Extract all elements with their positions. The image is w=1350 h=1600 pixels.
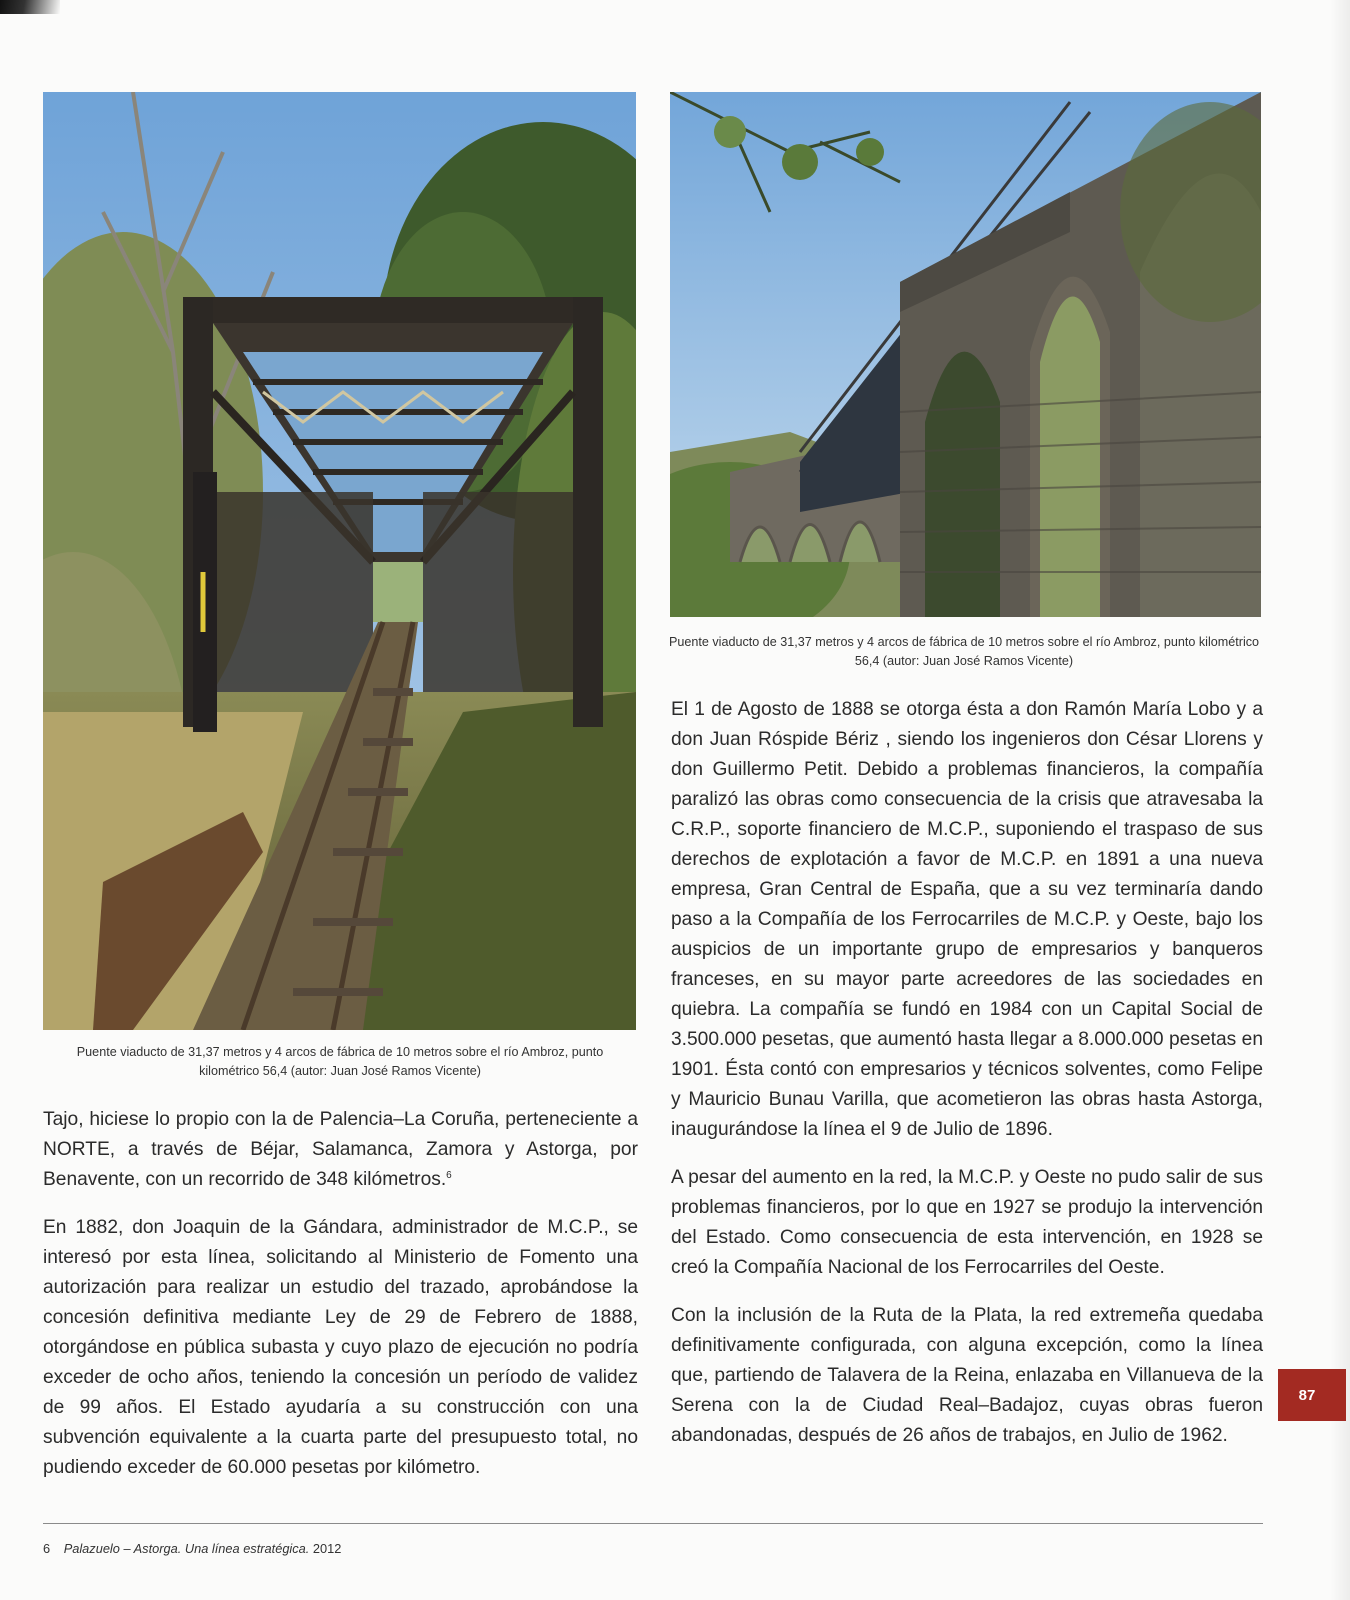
paragraph: El 1 de Agosto de 1888 se otorga ésta a don Ramón María Lobo y a don Juan Róspide Bériz , siendo los ingenieros don César Llorens y don Guillermo Petit. Debido a problemas financieros, la compañía paralizó las obras como consecuencia de la crisis que atravesaba la C.R.P., soporte financiero de M.C.P., suponiendo el traspaso de sus derechos de explotación a favor de M.C.P. en 1891 a una nueva empresa, Gran Central de España, que a su vez terminaría dando paso a la Compañía de los Ferrocarriles de M.C.P. y Oeste, bajo los auspicios de un importante grupo de empresarios y banqueros franceses, en su mayor parte acreedores de las sociedades en quiebra. La compañía se fundó en 1984 con un Capital Social de 3.500.000 pesetas, que aumentó hasta llegar a 8.000.000 pesetas en 1901. Ésta contó con empresarios y técnicos solventes, como Felipe y Mauricio Bunau Varilla, que acometieron las obras hasta Astorga, inaugurándose la línea el 9 de Julio de 1896. [671,699,1263,1140]
page-edge-shadow [1330,0,1350,1600]
paragraph: A pesar del aumento en la red, la M.C.P. y Oeste no pudo salir de sus problemas financieros, por lo que en 1927 se produjo la intervención del Estado. Como consecuencia de esta intervención, en 1928 se creó la Compañía Nacional de los Ferrocarriles del Oeste. [671,1167,1263,1278]
photo-steel-truss-bridge [43,92,636,1030]
text-column-left [43,1105,638,1501]
footer-year: 2012 [312,1541,342,1556]
footnote-ref[interactable]: 6 [446,1170,452,1181]
paragraph: Tajo, hiciese lo propio con la de Palencia–La Coruña, perteneciente a NORTE, a través de Béjar, Salamanca, Zamora y Astorga, por Benavente, con un recorrido de 348 kilómetros.$^6$ [43,1109,638,1190]
photo-caption-right: Puente viaducto de 31,37 metros y 4 arcos de fábrica de 10 metros sobre el río Ambroz, punto kilométrico 56,4 (autor: Juan José Ramos Vicente) [668,635,1260,668]
footer-rule [43,1523,1263,1524]
text-column-right [671,695,1263,1469]
paragraph: En 1882, don Joaquin de la Gándara, administrador de M.C.P., se interesó por esta línea, solicitando al Ministerio de Fomento una autorización para realizar un estudio del trazado, aprobándose la concesión definitiva mediante Ley de 29 de Febrero de 1888, otorgándose en pública subasta y cuyo plazo de ejecución no podría exceder de ocho años, teniendo la concesión un período de validez de 99 años. El Estado ayudaría a su construcción con una subvención equivalente a la cuarta parte del presupuesto total, no pudiendo exceder de 60.000 pesetas por kilómetro. [43,1217,638,1478]
page-number-tab [1278,1369,1346,1421]
photo-stone-arch-viaduct [670,92,1261,617]
page-number-tab-label: 87 [1298,1386,1316,1404]
page-spine-shadow [0,0,60,14]
paragraph: Con la inclusión de la Ruta de la Plata, la red extremeña quedaba definitivamente configurada, con alguna excepción, como la línea que, partiendo de Talavera de la Reina, enlazaba en Villanueva de la Serena con la de Ciudad Real–Badajoz, cuyas obras fueron abandonadas, después de 26 años de trabajos, en Julio de 1962. [671,1305,1263,1446]
footer-page-number: 6 [43,1541,51,1556]
footer [43,1541,341,1556]
footer-title: Palazuelo – Astorga. Una línea estratégica. [63,1541,310,1556]
photo-caption-left: Puente viaducto de 31,37 metros y 4 arcos de fábrica de 10 metros sobre el río Ambroz, punto kilométrico 56,4 (autor: Juan José Ramos Vicente) [76,1045,604,1078]
